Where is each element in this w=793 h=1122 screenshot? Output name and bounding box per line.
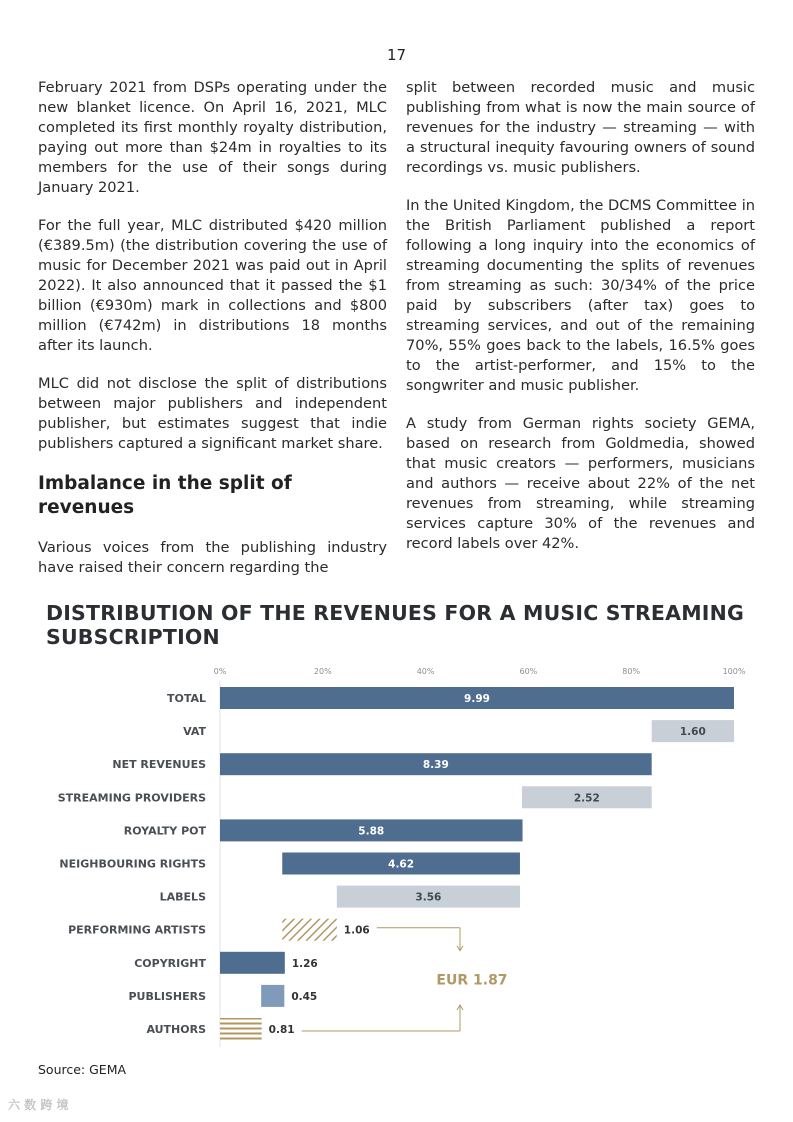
left-paragraph-1: February 2021 from DSPs operating under the new blanket licence. On April 16, 2021, MLC completed its first monthly royalty distribution, paying out more than $24m in royalties to its members for the use of their songs during January 2021. — [38, 79, 387, 196]
x-tick-label: 40% — [416, 667, 435, 676]
value-label-royalty-pot: 5.88 — [358, 825, 385, 838]
value-label-net-revenues: 8.39 — [422, 759, 449, 772]
value-label-authors: 0.81 — [268, 1024, 295, 1036]
bar-authors — [220, 1018, 262, 1040]
x-tick-label: 100% — [722, 667, 746, 676]
category-label-labels: LABELS — [159, 890, 206, 904]
value-label-vat: 1.60 — [679, 726, 706, 739]
revenue-distribution-chart — [38, 597, 755, 1049]
watermark: 六 数 跨 境 — [8, 1098, 69, 1112]
category-label-total: TOTAL — [166, 692, 206, 705]
right-paragraph-3: A study from German rights society GEMA, based on research from Goldmedia, showed that music creators — performers, musicians and authors — receive about 22% of the net revenues from streaming, while streaming services capture 30% of the revenues and record labels over 42%. — [406, 415, 755, 552]
category-label-copyright: COPYRIGHT — [134, 956, 206, 970]
left-paragraph-2: For the full year, MLC distributed $420 million (€389.5m) (the distribution covering the use of music for December 2021 was paid out in April 2022). It also announced that it passed the $1 billion (€930m) mark in collections and $800 million (€742m) in distributions 18 months after its launch. — [38, 217, 387, 354]
section-heading: Imbalance in the split of revenues — [38, 473, 292, 518]
x-tick-label: 0% — [213, 667, 227, 676]
left-paragraph-4: Various voices from the publishing industry have raised their concern regarding the — [38, 539, 387, 576]
x-tick-label: 60% — [519, 667, 538, 676]
value-label-streaming-providers: 2.52 — [573, 792, 600, 805]
category-label-royalty-pot: ROYALTY POT — [123, 824, 206, 838]
value-label-labels: 3.56 — [415, 891, 442, 904]
left-paragraph-3: MLC did not disclose the split of distributions between major publishers and independent publisher, but estimates suggest that indie publishers captured a significant market share. — [38, 375, 387, 452]
right-paragraph-2: In the United Kingdom, the DCMS Committee in the British Parliament published a report following a long inquiry into the economics of streaming documenting the splits of revenues from streaming as such: 30/34% of the price paid by subscribers (after tax) goes to streaming services, and out of the remaining 70%, 55% goes back to the labels, 16.5% goes to the artist-performer, and 15% to the songwriter and music publisher. — [406, 197, 755, 394]
value-label-total: 9.99 — [464, 693, 490, 705]
x-tick-label: 20% — [313, 667, 332, 676]
value-label-performing-artists: 1.06 — [343, 924, 370, 937]
page-number: 17 — [386, 46, 407, 64]
chart-plot — [38, 597, 755, 1049]
category-label-vat: VAT — [183, 725, 206, 739]
left-column — [38, 78, 387, 596]
category-label-publishers: PUBLISHERS — [128, 989, 206, 1003]
category-label-performing-artists: PERFORMING ARTISTS — [68, 923, 206, 937]
right-column — [406, 78, 755, 572]
category-label-net-revenues: NET REVENUES — [112, 758, 206, 772]
value-label-copyright: 1.26 — [291, 957, 318, 970]
category-label-streaming-providers: STREAMING PROVIDERS — [57, 791, 206, 805]
annotation-label: EUR 1.87 — [436, 972, 508, 989]
value-label-neighbouring-rights: 4.62 — [388, 858, 415, 871]
right-paragraph-1: split between recorded music and music publishing from what is now the main source of revenues for the industry — streaming — with a structural inequity favouring owners of sound recordings vs. music publishers. — [406, 79, 755, 176]
category-label-neighbouring-rights: NEIGHBOURING RIGHTS — [59, 857, 206, 871]
value-label-publishers: 0.45 — [291, 990, 318, 1003]
bar-copyright — [220, 952, 285, 974]
bar-performing-artists — [282, 919, 337, 941]
chart-source: Source: GEMA — [38, 1062, 127, 1077]
bar-publishers — [261, 985, 284, 1007]
x-tick-label: 80% — [622, 667, 641, 676]
chart-title: DISTRIBUTION OF THE REVENUES FOR A MUSIC STREAMING SUBSCRIPTION — [46, 601, 745, 649]
category-label-authors: AUTHORS — [146, 1023, 206, 1036]
